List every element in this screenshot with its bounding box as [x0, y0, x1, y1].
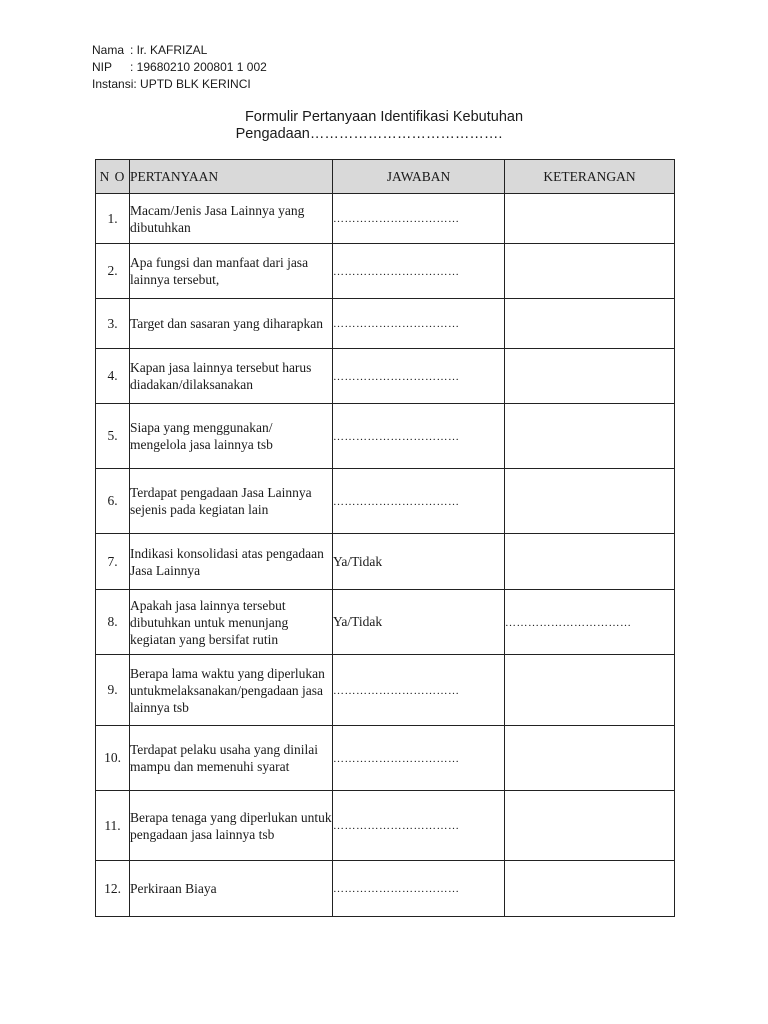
row-answer-text: ……………………………	[333, 430, 460, 443]
row-number-text: 10.	[104, 750, 121, 765]
row-answer[interactable]	[333, 349, 505, 404]
row-note[interactable]	[505, 299, 675, 349]
row-number-text: 11.	[104, 817, 121, 833]
table-row	[96, 299, 675, 349]
row-question-text: Apakah jasa lainnya tersebut dibutuhkan untuk menunjang kegiatan yang bersifat rutin	[130, 597, 289, 647]
title-line-1: Formulir Pertanyaan Identifikasi Kebutuhan	[244, 109, 524, 125]
table-row	[96, 534, 675, 590]
row-question	[130, 655, 333, 726]
form-title	[0, 109, 768, 143]
table-row	[96, 655, 675, 726]
row-question	[130, 244, 333, 299]
row-answer[interactable]	[333, 244, 505, 299]
row-note[interactable]	[505, 726, 675, 791]
row-number	[96, 791, 130, 861]
row-answer-text: ……………………………	[333, 883, 460, 895]
nama-row	[92, 42, 267, 59]
header-no-label: N O	[99, 169, 126, 184]
row-question	[130, 349, 333, 404]
row-note[interactable]	[505, 349, 675, 404]
row-answer-text: ……………………………	[333, 318, 460, 330]
row-question	[130, 726, 333, 791]
row-question-text: Target dan sasaran yang diharapkan	[130, 316, 323, 331]
row-answer[interactable]	[333, 469, 505, 534]
row-answer-text: ……………………………	[333, 370, 460, 383]
row-note[interactable]	[505, 534, 675, 590]
nip-row	[92, 59, 267, 76]
table-body	[96, 194, 675, 917]
row-answer-text: ……………………………	[333, 684, 460, 697]
row-note[interactable]	[505, 590, 675, 655]
row-number-text: 3.	[107, 315, 118, 331]
row-note[interactable]	[505, 861, 675, 917]
row-question-text: Perkiraan Biaya	[130, 881, 217, 896]
row-question-text: Apa fungsi dan manfaat dari jasa lainnya tersebut,	[130, 255, 309, 287]
row-answer[interactable]	[333, 590, 505, 655]
row-answer-text: ……………………………	[333, 265, 460, 278]
row-note[interactable]	[505, 244, 675, 299]
row-question-text: Terdapat pelaku usaha yang dinilai mampu dan memenuhi syarat	[130, 742, 318, 774]
question-table	[95, 159, 675, 917]
row-number-text: 9.	[107, 682, 118, 697]
table-row	[96, 791, 675, 861]
row-answer[interactable]	[333, 655, 505, 726]
row-answer-text: Ya/Tidak	[333, 553, 383, 569]
row-question	[130, 469, 333, 534]
row-number	[96, 404, 130, 469]
row-question	[130, 534, 333, 590]
row-question-text: Kapan jasa lainnya tersebut harus diadakan/dilaksanakan	[130, 360, 312, 392]
table-row	[96, 404, 675, 469]
row-note[interactable]	[505, 469, 675, 534]
table-row	[96, 726, 675, 791]
row-note[interactable]	[505, 791, 675, 861]
row-note[interactable]	[505, 194, 675, 244]
table-header-row	[96, 160, 675, 194]
row-number-text: 2.	[107, 263, 118, 278]
table-row	[96, 349, 675, 404]
row-number	[96, 590, 130, 655]
instansi-label: Instansi:	[92, 77, 137, 91]
table-row	[96, 469, 675, 534]
row-question	[130, 194, 333, 244]
row-number-text: 5.	[107, 428, 118, 443]
header-question: PERTANYAAN	[130, 160, 333, 194]
row-number	[96, 349, 130, 404]
row-question	[130, 791, 333, 861]
row-answer[interactable]	[333, 861, 505, 917]
header-note: KETERANGAN	[505, 160, 675, 194]
row-note[interactable]	[505, 655, 675, 726]
row-question-text: Macam/Jenis Jasa Lainnya yang dibutuhkan	[130, 202, 305, 235]
row-number	[96, 861, 130, 917]
row-question	[130, 590, 333, 655]
row-note-text: ……………………………	[505, 616, 632, 629]
row-answer-text: Ya/Tidak	[333, 614, 383, 629]
row-number	[96, 726, 130, 791]
row-question-text: Indikasi konsolidasi atas pengadaan Jasa Lainnya	[130, 545, 324, 578]
row-answer[interactable]	[333, 404, 505, 469]
table-row	[96, 194, 675, 244]
row-answer[interactable]	[333, 791, 505, 861]
row-number-text: 8.	[107, 614, 118, 629]
table-row	[96, 590, 675, 655]
instansi-value: UPTD BLK KERINCI	[136, 77, 251, 91]
row-question-text: Siapa yang menggunakan/ mengelola jasa lainnya tsb	[130, 420, 273, 452]
row-question-text: Berapa lama waktu yang diperlukan untukmelaksanakan/pengadaan jasa lainnya tsb	[130, 665, 325, 715]
header-answer: JAWABAN	[333, 160, 505, 194]
row-number-text: 4.	[107, 368, 118, 383]
row-number-text: 7.	[107, 553, 118, 569]
nip-value: : 19680210 200801 1 002	[130, 60, 267, 74]
nama-label: Nama	[92, 43, 125, 57]
row-number-text: 6.	[107, 493, 118, 508]
row-question	[130, 299, 333, 349]
row-number	[96, 244, 130, 299]
row-answer-text: ……………………………	[333, 752, 460, 765]
row-answer-text: ……………………………	[333, 820, 460, 832]
nip-label: NIP	[92, 60, 113, 74]
row-number	[96, 299, 130, 349]
row-number	[96, 655, 130, 726]
row-note[interactable]	[505, 404, 675, 469]
row-answer-text: ……………………………	[333, 213, 460, 225]
title-line-2: Pengadaan………………………………….	[235, 126, 503, 142]
row-question-text: Berapa tenaga yang diperlukan untuk pengadaan jasa lainnya tsb	[130, 809, 332, 842]
row-question	[130, 404, 333, 469]
table-row	[96, 861, 675, 917]
row-answer-text: ……………………………	[333, 495, 460, 508]
row-question-text: Terdapat pengadaan Jasa Lainnya sejenis pada kegiatan lain	[130, 485, 312, 517]
row-question	[130, 861, 333, 917]
row-number	[96, 534, 130, 590]
row-number	[96, 469, 130, 534]
header-no	[96, 160, 130, 194]
row-number-text: 12.	[104, 880, 121, 896]
nama-value: : Ir. KAFRIZAL	[130, 43, 208, 57]
instansi-row	[92, 76, 267, 93]
row-answer[interactable]	[333, 299, 505, 349]
row-answer[interactable]	[333, 194, 505, 244]
row-number-text: 1.	[107, 210, 118, 226]
row-answer[interactable]	[333, 726, 505, 791]
row-answer[interactable]	[333, 534, 505, 590]
table-row	[96, 244, 675, 299]
row-number	[96, 194, 130, 244]
identity-block	[92, 42, 267, 93]
